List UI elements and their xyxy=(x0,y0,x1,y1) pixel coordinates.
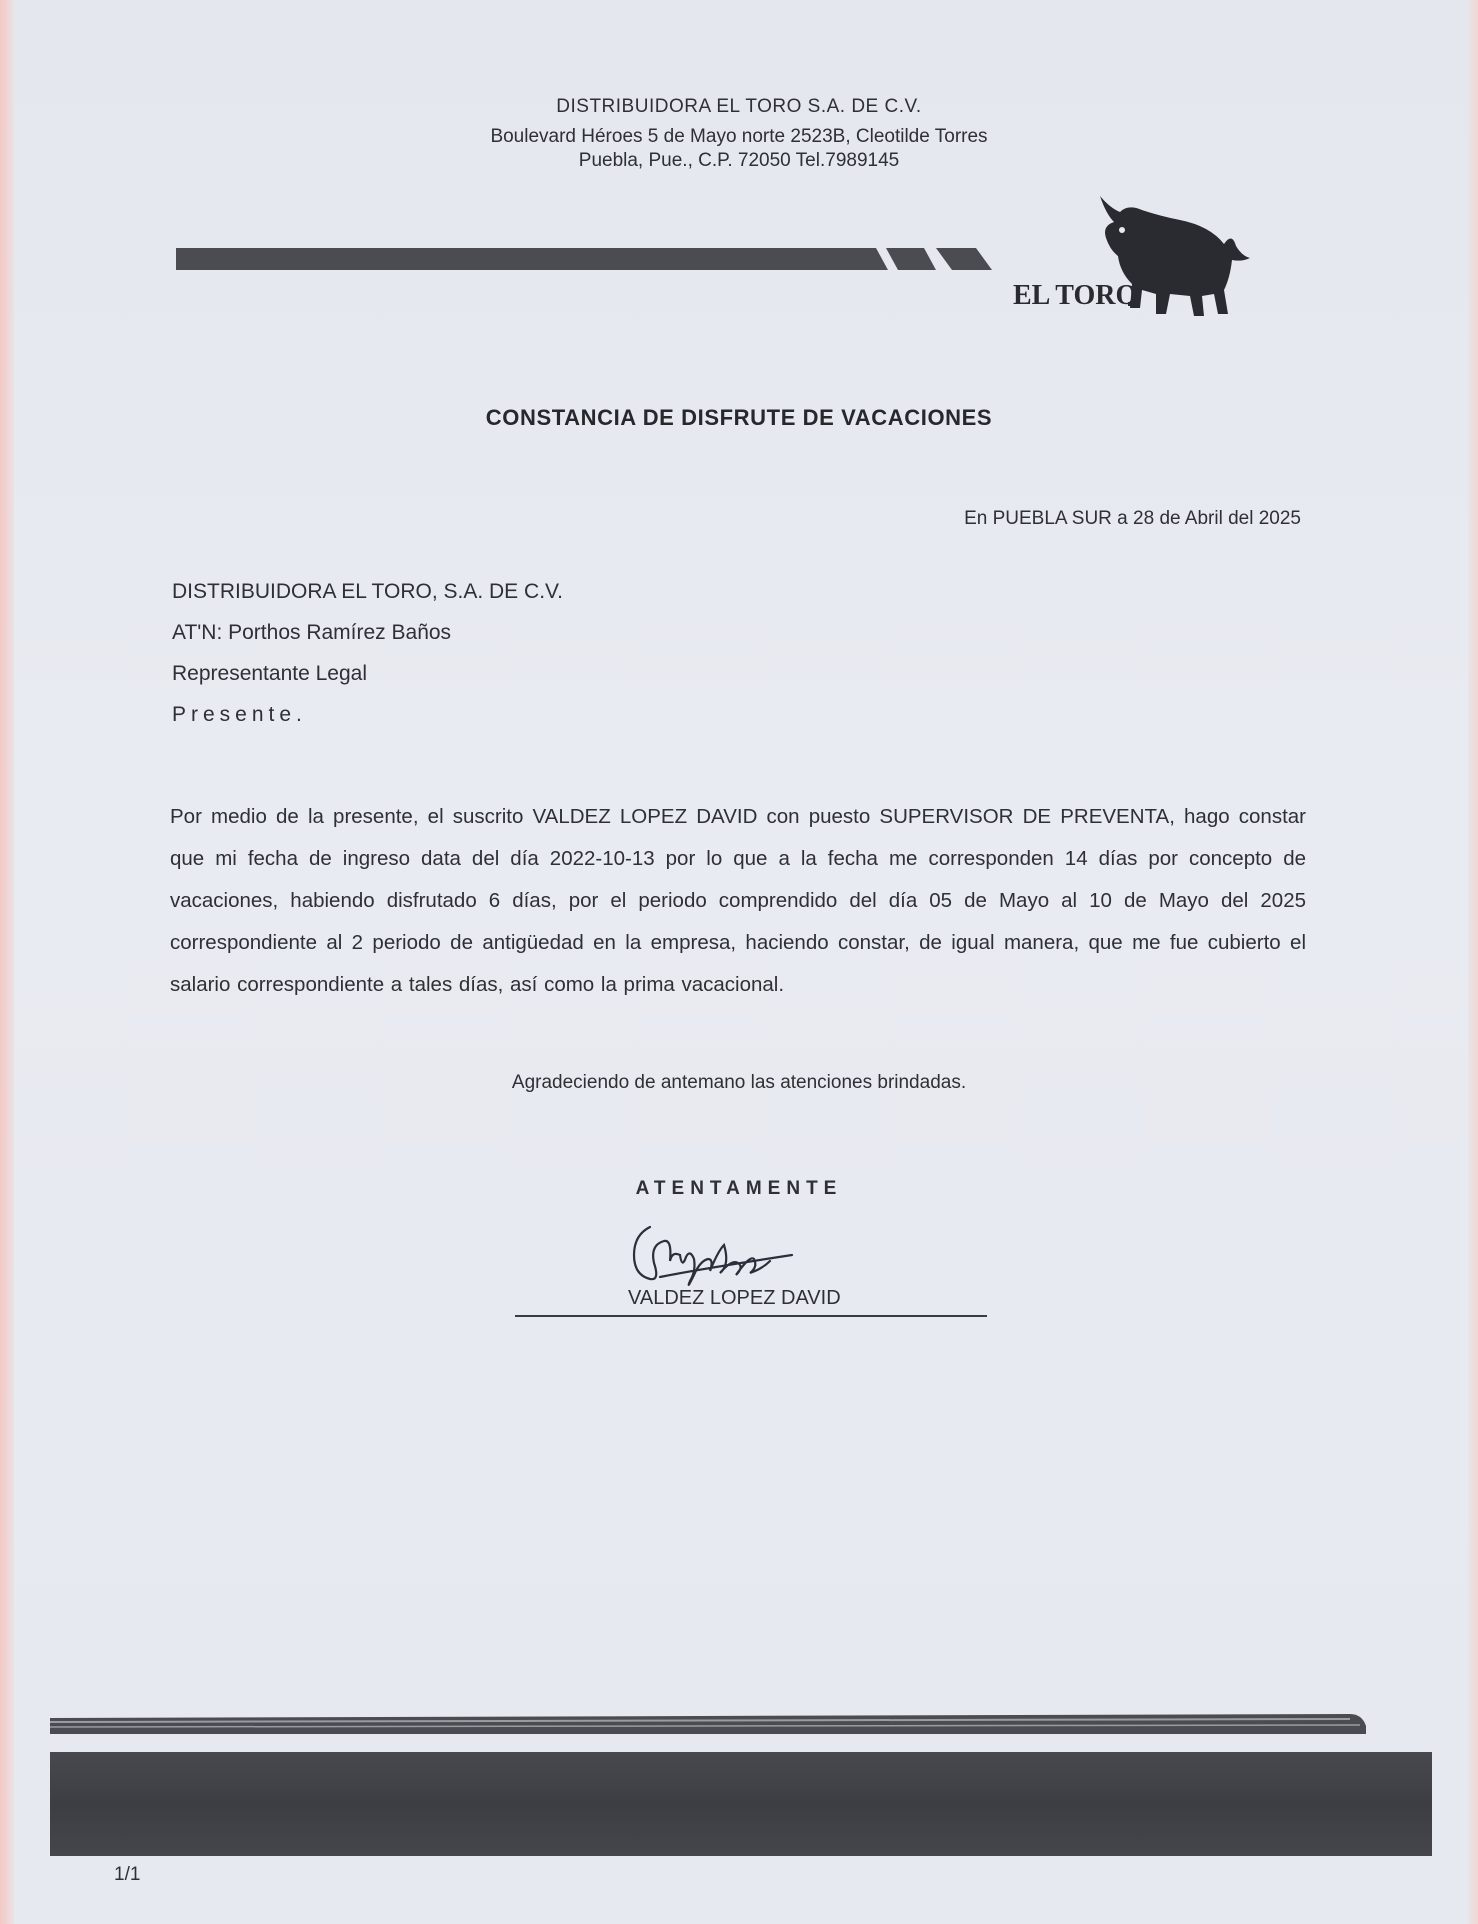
company-name: DISTRIBUIDORA EL TORO S.A. DE C.V. xyxy=(556,96,922,117)
footer-stripe-bar xyxy=(50,1706,1370,1736)
addressee-attention: AT'N: Porthos Ramírez Baños xyxy=(172,621,452,644)
page-edge-right xyxy=(1468,0,1478,1924)
header-stripe-bar xyxy=(176,246,996,272)
signer-name: VALDEZ LOPEZ DAVID xyxy=(628,1287,841,1309)
letter-body: Por medio de la presente, el suscrito VALDEZ LOPEZ DAVID con puesto SUPERVISOR DE PREVENTA, hago constar que mi fecha de ingreso data del día 2022-10-13 por lo que a la fecha me corresponden 14 días por concepto de vacaciones, habiendo disfrutado 6 días, por el periodo comprendido del día 05 de Mayo al 10 de Mayo del 2025 correspondiente al 2 periodo de antigüedad en la empresa, haciendo constar, de igual manera, que me fue cubierto el salario correspondiente a tales días, así como la prima vacacional. xyxy=(170,805,1306,996)
closing-salutation: ATENTAMENTE xyxy=(635,1178,843,1199)
page-number: 1/1 xyxy=(114,1864,141,1885)
footer-band xyxy=(50,1752,1432,1856)
page-edge-left xyxy=(0,0,14,1924)
signature-line xyxy=(515,1315,987,1317)
document-title: CONSTANCIA DE DISFRUTE DE VACACIONES xyxy=(485,405,993,430)
place-and-date: En PUEBLA SUR a 28 de Abril del 2025 xyxy=(964,508,1301,529)
company-address-line-2: Puebla, Pue., C.P. 72050 Tel.7989145 xyxy=(578,150,900,171)
addressee-role: Representante Legal xyxy=(172,662,367,685)
company-address-line-1: Boulevard Héroes 5 de Mayo norte 2523B, Cleotilde Torres xyxy=(490,126,988,147)
addressee-greeting: Presente. xyxy=(172,703,307,726)
closing-thanks: Agradeciendo de antemano las atenciones brindadas. xyxy=(511,1072,967,1093)
addressee-company: DISTRIBUIDORA EL TORO, S.A. DE C.V. xyxy=(172,580,563,603)
logo-name: EL TORO xyxy=(1013,280,1138,311)
